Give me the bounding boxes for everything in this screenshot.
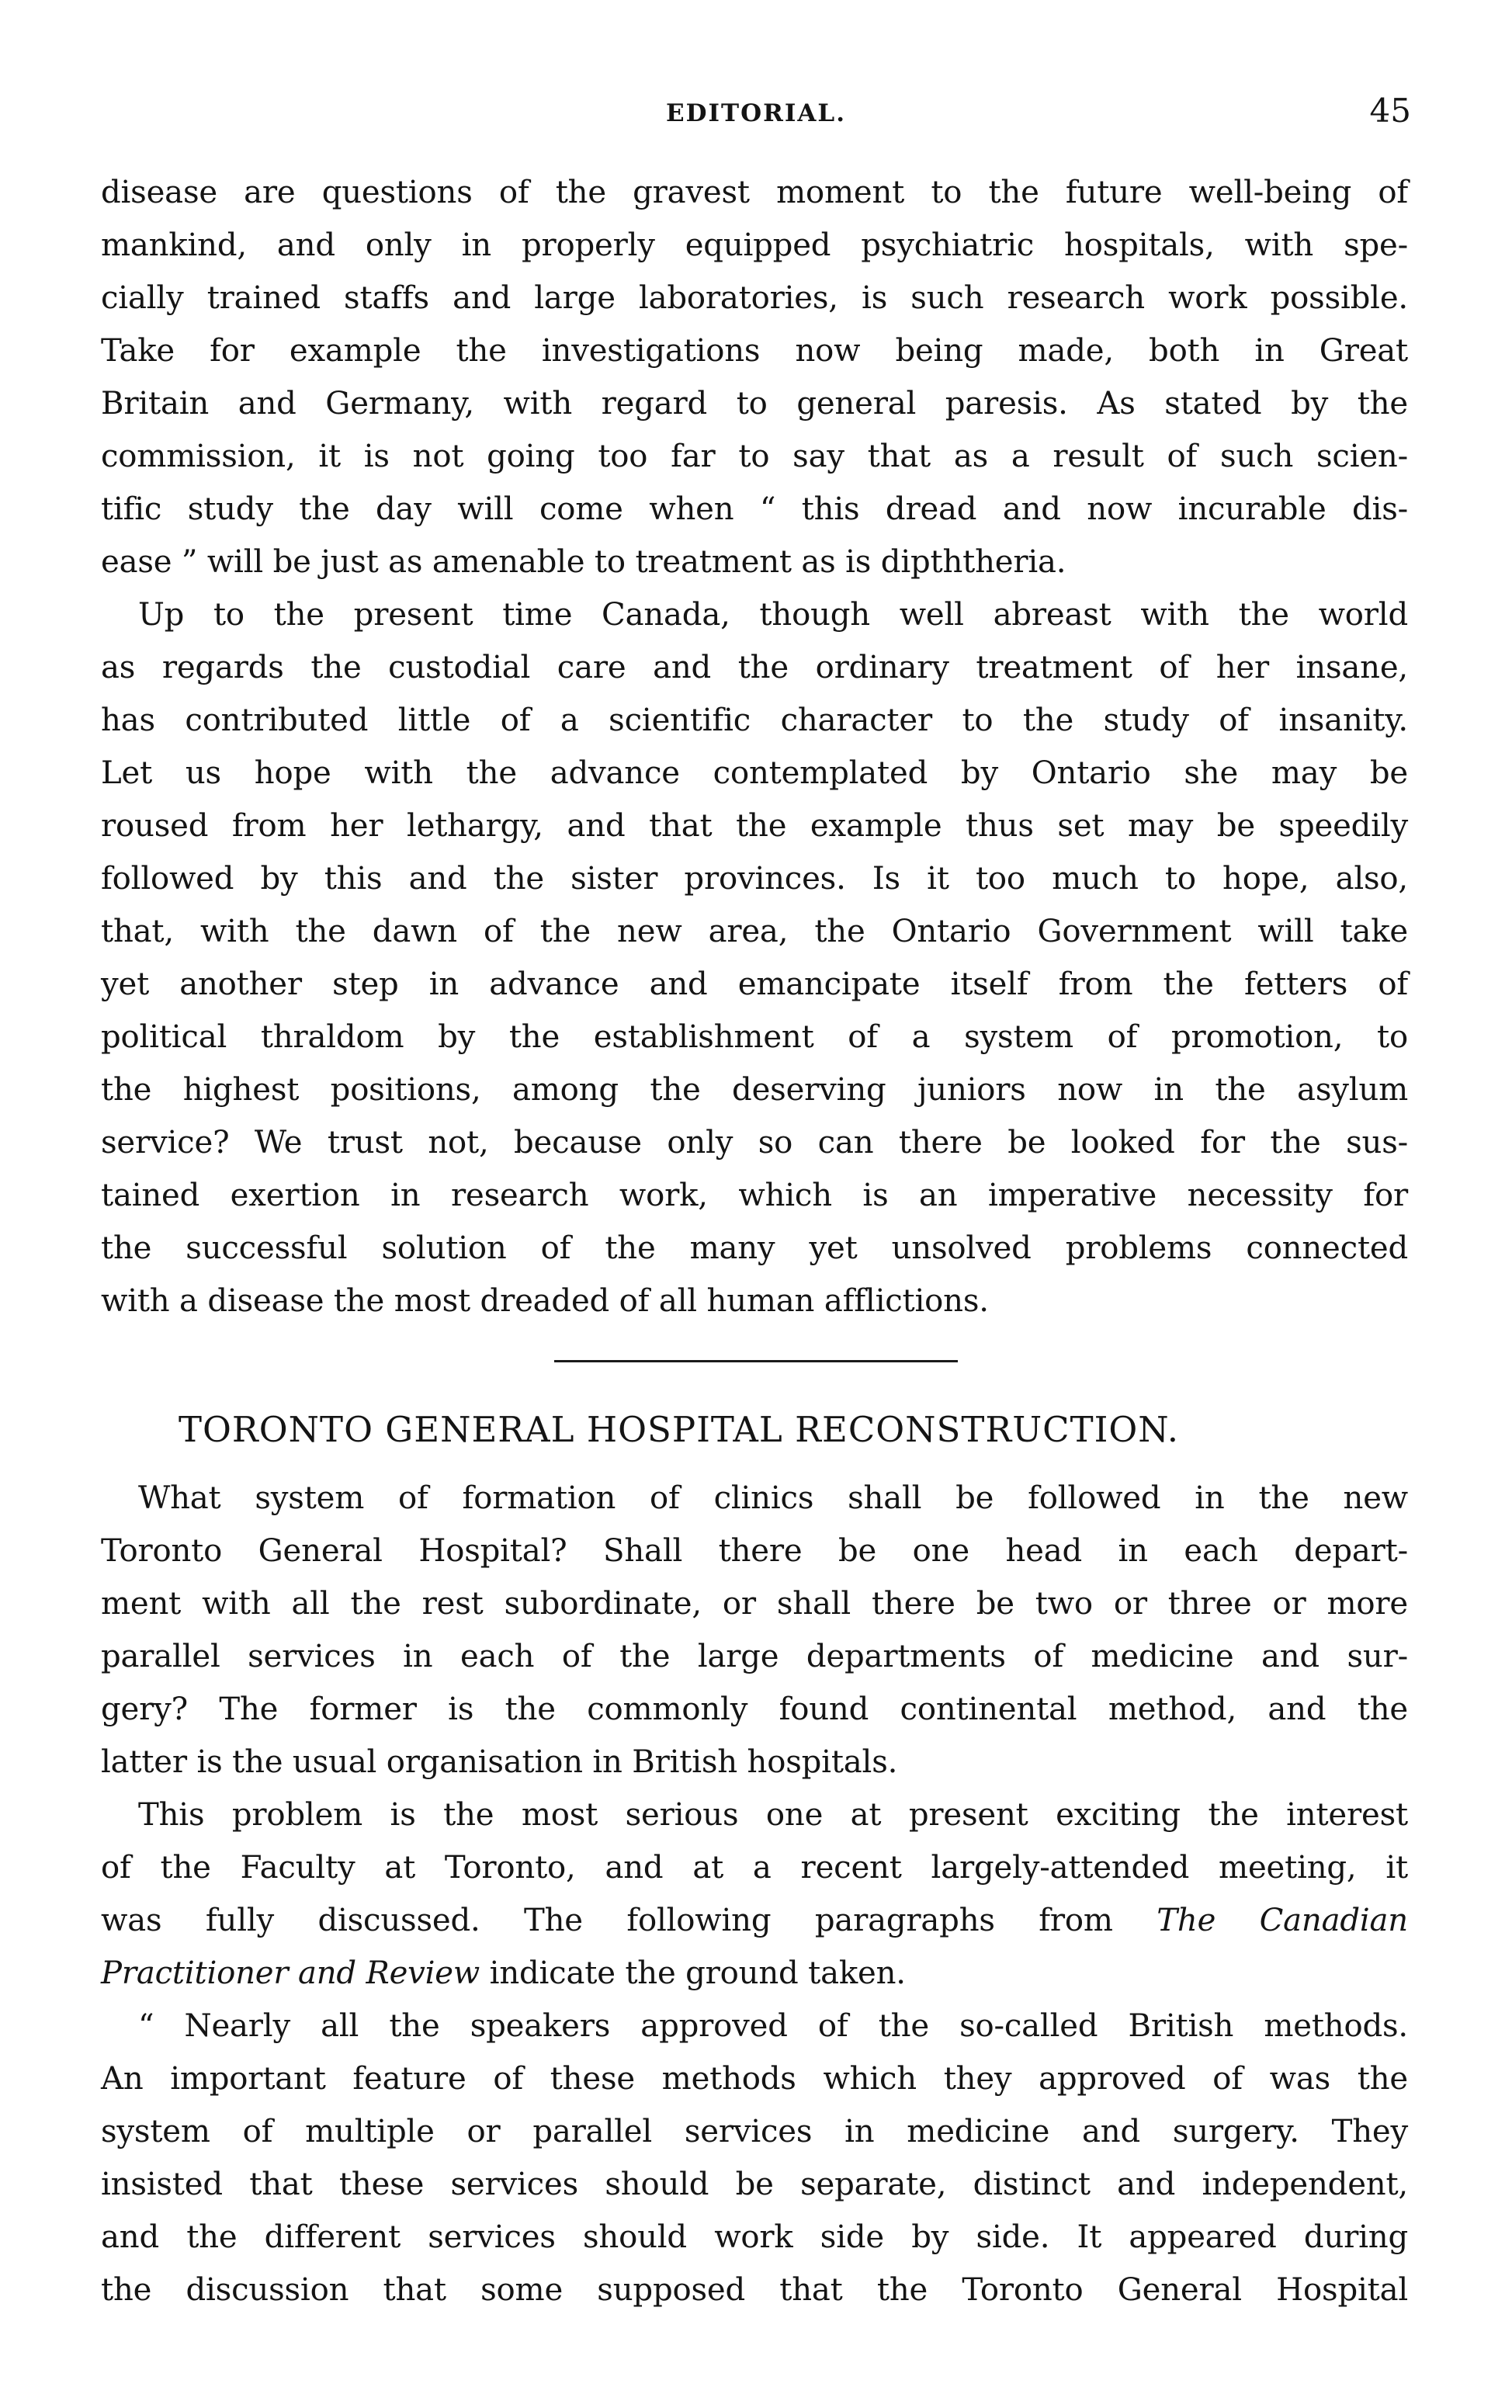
text-line: with a disease the most dreaded of all human afflictions. [101, 1283, 989, 1319]
section-heading: TORONTO GENERAL HOSPITAL RECONSTRUCTION. [179, 1409, 1180, 1450]
paragraph-start-line: “ Nearly all the speakers approved of the so-called British methods. [138, 2008, 1408, 2044]
text-line: ease ” will be just as amenable to treatment as is dipththeria. [101, 544, 1066, 580]
text-line: as regards the custodial care and the ordinary treatment of her insane, [101, 650, 1408, 685]
text-line: the discussion that some supposed that the Toronto General Hospital [101, 2272, 1408, 2308]
text-line: that, with the dawn of the new area, the Ontario Government will take [101, 914, 1408, 949]
text-line: tained exertion in research work, which is an imperative necessity for [101, 1178, 1408, 1213]
section-divider-rule [554, 1360, 958, 1362]
text-line: service? We trust not, because only so can there be looked for the sus- [101, 1125, 1408, 1161]
text-line: tific study the day will come when “ this dread and now incurable dis- [101, 491, 1408, 527]
text-line: system of multiple or parallel services in medicine and surgery. They [101, 2114, 1408, 2150]
text-line: and the different services should work side by side. It appeared during [101, 2219, 1408, 2255]
text-line: Britain and Germany, with regard to general paresis. As stated by the [101, 386, 1408, 422]
paragraph-start-line: Up to the present time Canada, though well abreast with the world [138, 597, 1408, 633]
text-line: mankind, and only in properly equipped psychiatric hospitals, with spe- [101, 227, 1408, 263]
paragraph-start-line: What system of formation of clinics shall be followed in the new [138, 1480, 1408, 1516]
text-line: parallel services in each of the large departments of medicine and sur- [101, 1639, 1408, 1674]
text-line: disease are questions of the gravest moment to the future well-being of [101, 175, 1408, 210]
text-line: latter is the usual organisation in British hospitals. [101, 1744, 898, 1780]
text-line: gery? The former is the commonly found continental method, and the [101, 1691, 1408, 1727]
text-line: Let us hope with the advance contemplated by Ontario she may be [101, 755, 1408, 791]
journal-title: The Canadian [1157, 1903, 1408, 1938]
text-line: commission, it is not going too far to say that as a result of such scien- [101, 439, 1408, 474]
text-line: Toronto General Hospital? Shall there be one head in each depart- [101, 1533, 1408, 1569]
text-line: followed by this and the sister provinces. Is it too much to hope, also, [101, 861, 1408, 897]
page-number: 45 [1369, 92, 1411, 130]
text-line: has contributed little of a scientific character to the study of insanity. [101, 703, 1408, 738]
running-head [0, 92, 1512, 138]
editorial-text [101, 166, 1408, 1327]
text-line: insisted that these services should be separate, distinct and independent, [101, 2167, 1408, 2202]
paragraph-start-line: This problem is the most serious one at present exciting the interest [138, 1797, 1408, 1833]
text-line: ment with all the rest subordinate, or shall there be two or three or more [101, 1586, 1408, 1622]
text-line: the highest positions, among the deserving juniors now in the asylum [101, 1072, 1408, 1108]
text-line: cially trained staffs and large laboratories, is such research work possible. [101, 280, 1408, 316]
running-title: EDITORIAL. [666, 99, 846, 127]
text-fragment: indicate the ground taken. [489, 1955, 906, 1991]
text-line: An important feature of these methods which they approved of was the [101, 2061, 1408, 2097]
text-line: yet another step in advance and emancipate itself from the fetters of [101, 966, 1408, 1002]
text-fragment: was fully discussed. The following paragraphs from [101, 1903, 1113, 1938]
section-text [101, 1472, 1408, 2316]
text-line: roused from her lethargy, and that the example thus set may be speedily [101, 808, 1408, 844]
text-line: political thraldom by the establishment of a system of promotion, to [101, 1019, 1408, 1055]
text-line: Take for example the investigations now being made, both in Great [101, 333, 1408, 369]
text-line: the successful solution of the many yet unsolved problems connected [101, 1230, 1408, 1266]
text-line [101, 1894, 1408, 1947]
journal-title: Practitioner and Review [101, 1955, 480, 1991]
text-line [101, 1947, 1408, 2000]
text-line: of the Faculty at Toronto, and at a recent largely-attended meeting, it [101, 1850, 1408, 1886]
